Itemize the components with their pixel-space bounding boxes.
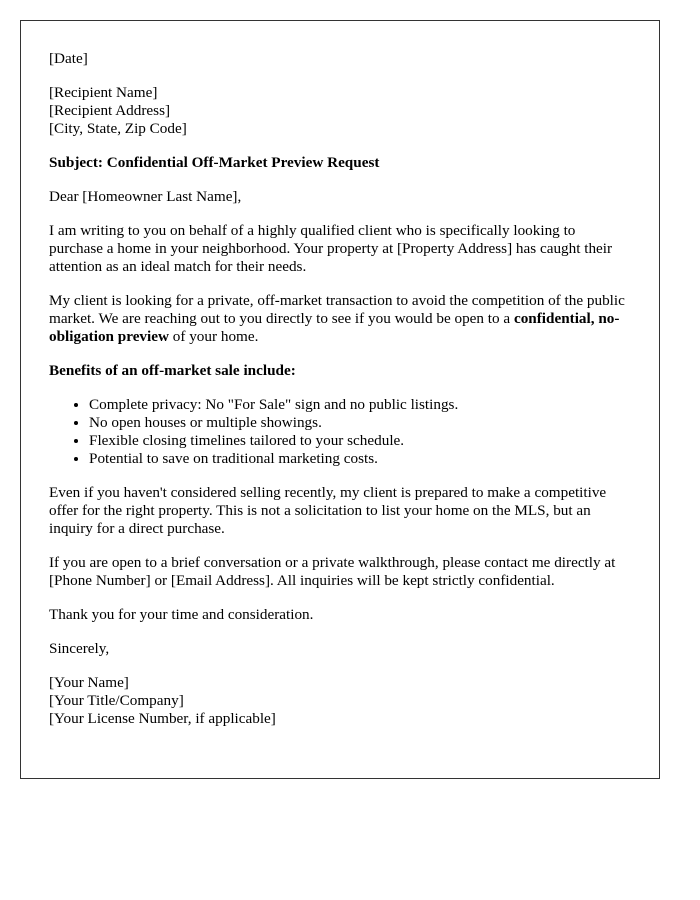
thanks-line: Thank you for your time and consideration. xyxy=(49,606,314,623)
letter-subject: Subject: Confidential Off-Market Preview Request xyxy=(49,154,380,171)
contact-paragraph: If you are open to a brief conversation or a private walkthrough, please contact me directly at [Phone Number] or [Email Address]. All inquiries will be kept strictly confidential. xyxy=(49,554,616,589)
offer-paragraph: Even if you haven't considered selling recently, my client is prepared to make a competitive offer for the right property. This is not a solicitation to list your home on the MLS, but an inquiry for a direct purchase. xyxy=(49,484,607,537)
benefit-item: • Complete privacy: No "For Sale" sign and no public listings. xyxy=(89,396,631,414)
signature-block xyxy=(49,674,631,728)
recipient-block xyxy=(49,84,631,138)
letter-document xyxy=(20,20,660,779)
closing-line: Sincerely, xyxy=(49,640,110,657)
private-sale-text-1: My client is looking for a private, off-market transaction to avoid the competition of the public market. We are reaching out to you directly to see if you would be open to a xyxy=(49,292,625,327)
benefits-heading: Benefits of an off-market sale include: xyxy=(49,362,296,379)
benefits-list xyxy=(49,396,631,468)
private-sale-paragraph xyxy=(49,292,631,346)
salutation: Dear [Homeowner Last Name], xyxy=(49,188,242,205)
benefit-item: • No open houses or multiple showings. xyxy=(89,414,631,432)
intro-paragraph: I am writing to you on behalf of a highly qualified client who is specifically looking to purchase a home in your neighborhood. Your property at [Property Address] has caught their attention as an ideal match for their needs. xyxy=(49,222,613,275)
recipient-address: [Recipient Address] xyxy=(49,102,171,119)
recipient-city-state-zip: [City, State, Zip Code] xyxy=(49,120,187,137)
private-sale-emphasis: confidential, no-obligation preview xyxy=(49,310,620,345)
private-sale-text-2: of your home. xyxy=(168,328,259,345)
recipient-name: [Recipient Name] xyxy=(49,84,158,101)
benefit-item: • Flexible closing timelines tailored to your schedule. xyxy=(89,432,631,450)
benefit-item: • Potential to save on traditional marketing costs. xyxy=(89,450,631,468)
signature-title-company: [Your Title/Company] xyxy=(49,692,184,709)
signature-name: [Your Name] xyxy=(49,674,129,691)
signature-license: [Your License Number, if applicable] xyxy=(49,710,276,727)
letter-date: [Date] xyxy=(49,50,88,67)
